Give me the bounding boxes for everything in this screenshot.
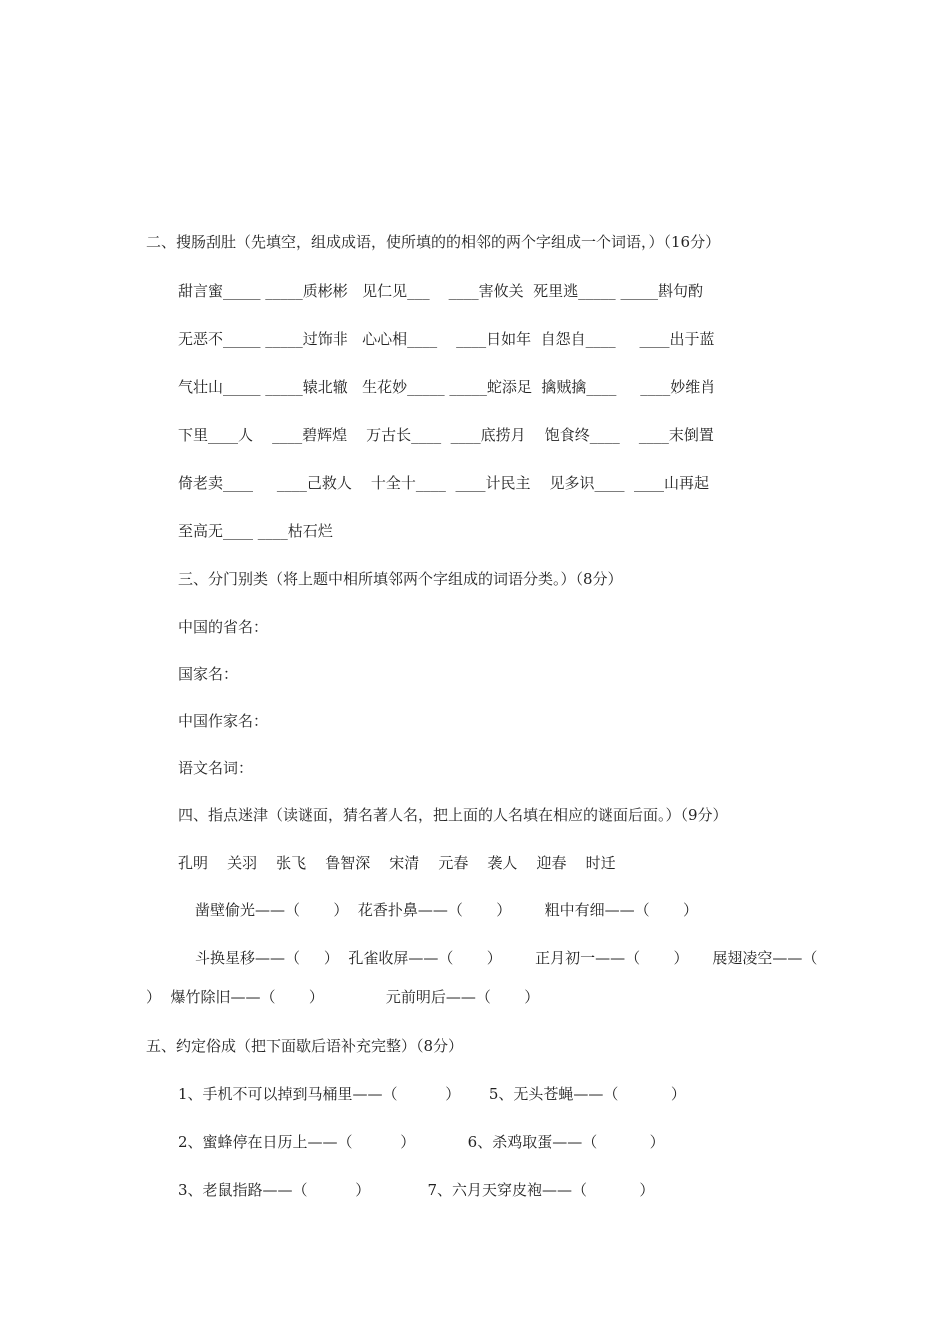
idiom-row-3: 气壮山_____ _____辕北辙 生花妙_____ _____蛇添足 擒贼擒____ ____妙维肖 [178, 378, 716, 396]
riddles-row-1: 凿壁偷光——（ ） 花香扑鼻——（ ） 粗中有细——（ ） [195, 901, 699, 919]
riddles-row-3: ） 爆竹除旧——（ ） 元前明后——（ ） [146, 988, 540, 1006]
idiom-row-1: 甜言蜜_____ _____质彬彬 见仁见___ ____害攸关 死里逃_____ _____斟句酌 [178, 282, 703, 300]
idiom-row-4: 下里____人 ____碧辉煌 万古长____ ____底捞月 饱食终____ ____末倒置 [178, 426, 714, 444]
character-names: 孔明 关羽 张飞 鲁智深 宋清 元春 袭人 迎春 时迁 [178, 854, 616, 872]
saying-row-3: 3、老鼠指路——（ ） 7、六月天穿皮袍——（ ） [178, 1181, 655, 1199]
idiom-row-6: 至高无____ ____枯石烂 [178, 522, 333, 540]
riddles-row-2: 斗换星移——（ ） 孔雀收屏——（ ） 正月初一——（ ） 展翅凌空——（ [195, 949, 818, 967]
category-province: 中国的省名： [178, 618, 269, 636]
section5-title: 五、约定俗成（把下面歇后语补充完整）（8分） [146, 1037, 464, 1055]
idiom-row-5: 倚老卖____ ____己救人 十全十____ ____计民主 见多识____ ____山再起 [178, 474, 710, 492]
saying-row-1: 1、手机不可以掉到马桶里——（ ） 5、无头苍蝇——（ ） [178, 1085, 686, 1103]
category-writer: 中国作家名： [178, 712, 269, 730]
saying-row-2: 2、蜜蜂停在日历上——（ ） 6、杀鸡取蛋——（ ） [178, 1133, 665, 1151]
idiom-row-2: 无恶不_____ _____过饰非 心心相____ ____日如年 自怨自____ ____出于蓝 [178, 330, 715, 348]
category-chinese-term: 语文名词： [178, 759, 254, 777]
section4-title: 四、指点迷津（读谜面，猜名著人名，把上面的人名填在相应的谜面后面。）（9分） [178, 806, 728, 824]
section2-title: 二、搜肠刮肚（先填空，组成成语，使所填的的相邻的两个字组成一个词语，）（16分） [146, 233, 721, 251]
category-country: 国家名： [178, 665, 239, 683]
section3-title: 三、分门别类（将上题中相所填邻两个字组成的词语分类。）（8分） [178, 570, 623, 588]
